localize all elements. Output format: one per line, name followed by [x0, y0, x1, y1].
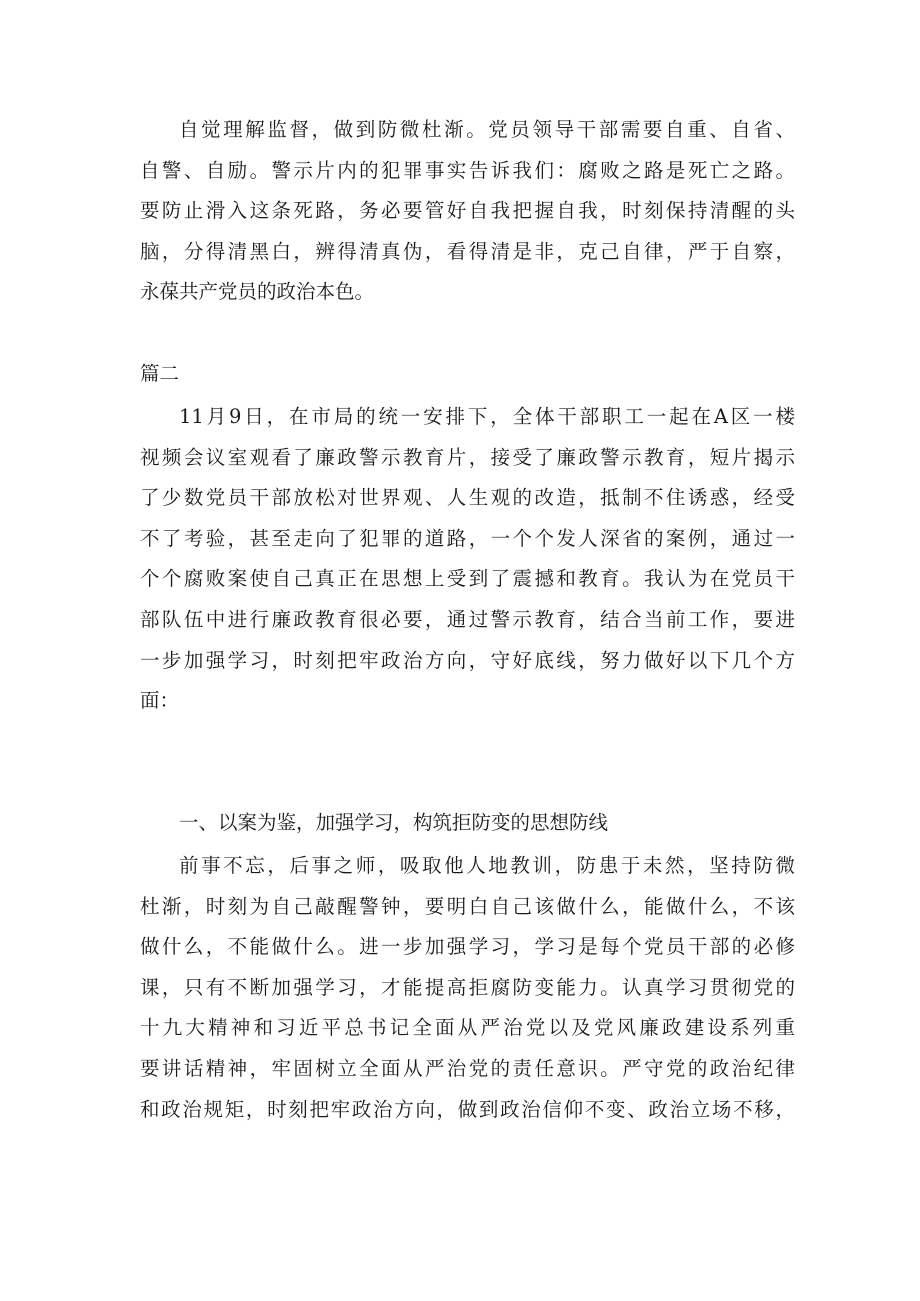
paragraph-3-line-7: 和政治规矩，时刻把牢政治方向，做到政治信仰不变、政治立场不移， — [140, 1097, 795, 1121]
paragraph-3-line-4: 课，只有不断加强学习，才能提高拒腐防变能力。认真学习贯彻党的 — [140, 975, 795, 999]
paragraph-2-line-4: 不了考验，甚至走向了犯罪的道路，一个个发人深省的案例，通过一 — [140, 526, 795, 550]
paragraph-2-line-5: 个个腐败案使自己真正在思想上受到了震撼和教育。我认为在党员干 — [140, 567, 795, 591]
paragraph-2-line-3: 了少数党员干部放松对世界观、人生观的改造，抵制不住诱惑，经受 — [140, 486, 795, 510]
paragraph-2-line-2: 视频会议室观看了廉政警示教育片，接受了廉政警示教育，短片揭示 — [140, 445, 795, 469]
paragraph-2-line-1: 11月9日，在市局的统一安排下，全体干部职工一起在A区一楼 — [179, 405, 795, 428]
subheading-1: 一、以案为鉴，加强学习，构筑拒防变的思想防线 — [179, 811, 609, 834]
paragraph-2-line-6: 部队伍中进行廉政教育很必要，通过警示教育，结合当前工作，要进 — [140, 607, 795, 631]
paragraph-1-line-3: 要防止滑入这条死路，务必要管好自我把握自我，时刻保持清醒的头 — [140, 199, 795, 223]
paragraph-2 — [140, 397, 795, 722]
paragraph-1 — [140, 110, 795, 313]
paragraph-1-line-5: 永葆共产党员的政治本色。 — [140, 280, 375, 304]
section-heading: 篇二 — [140, 362, 180, 385]
paragraph-3-line-2: 杜渐，时刻为自己敲醒警钟，要明白自己该做什么，能做什么，不该 — [140, 894, 795, 918]
paragraph-3-line-6: 要讲话精神，牢固树立全面从严治党的责任意识。严守党的政治纪律 — [140, 1056, 795, 1080]
paragraph-3-line-5: 十九大精神和习近平总书记全面从严治党以及党风廉政建设系列重 — [140, 1016, 795, 1040]
paragraph-3-line-1: 前事不忘，后事之师，吸取他人地教训，防患于未然，坚持防微 — [179, 854, 795, 877]
paragraph-3 — [140, 846, 795, 1130]
paragraph-2-line-8: 面： — [140, 689, 180, 713]
paragraph-3-line-3: 做什么，不能做什么。进一步加强学习，学习是每个党员干部的必修 — [140, 935, 795, 959]
paragraph-1-line-4: 脑，分得清黑白，辨得清真伪，看得清是非，克己自律，严于自察， — [140, 239, 795, 263]
paragraph-2-line-7: 一步加强学习，时刻把牢政治方向，守好底线，努力做好以下几个方 — [140, 648, 795, 672]
paragraph-1-line-2: 自警、自励。警示片内的犯罪事实告诉我们：腐败之路是死亡之路。 — [140, 158, 795, 182]
paragraph-1-line-1: 自觉理解监督，做到防微杜渐。党员领导干部需要自重、自省、 — [179, 118, 795, 141]
